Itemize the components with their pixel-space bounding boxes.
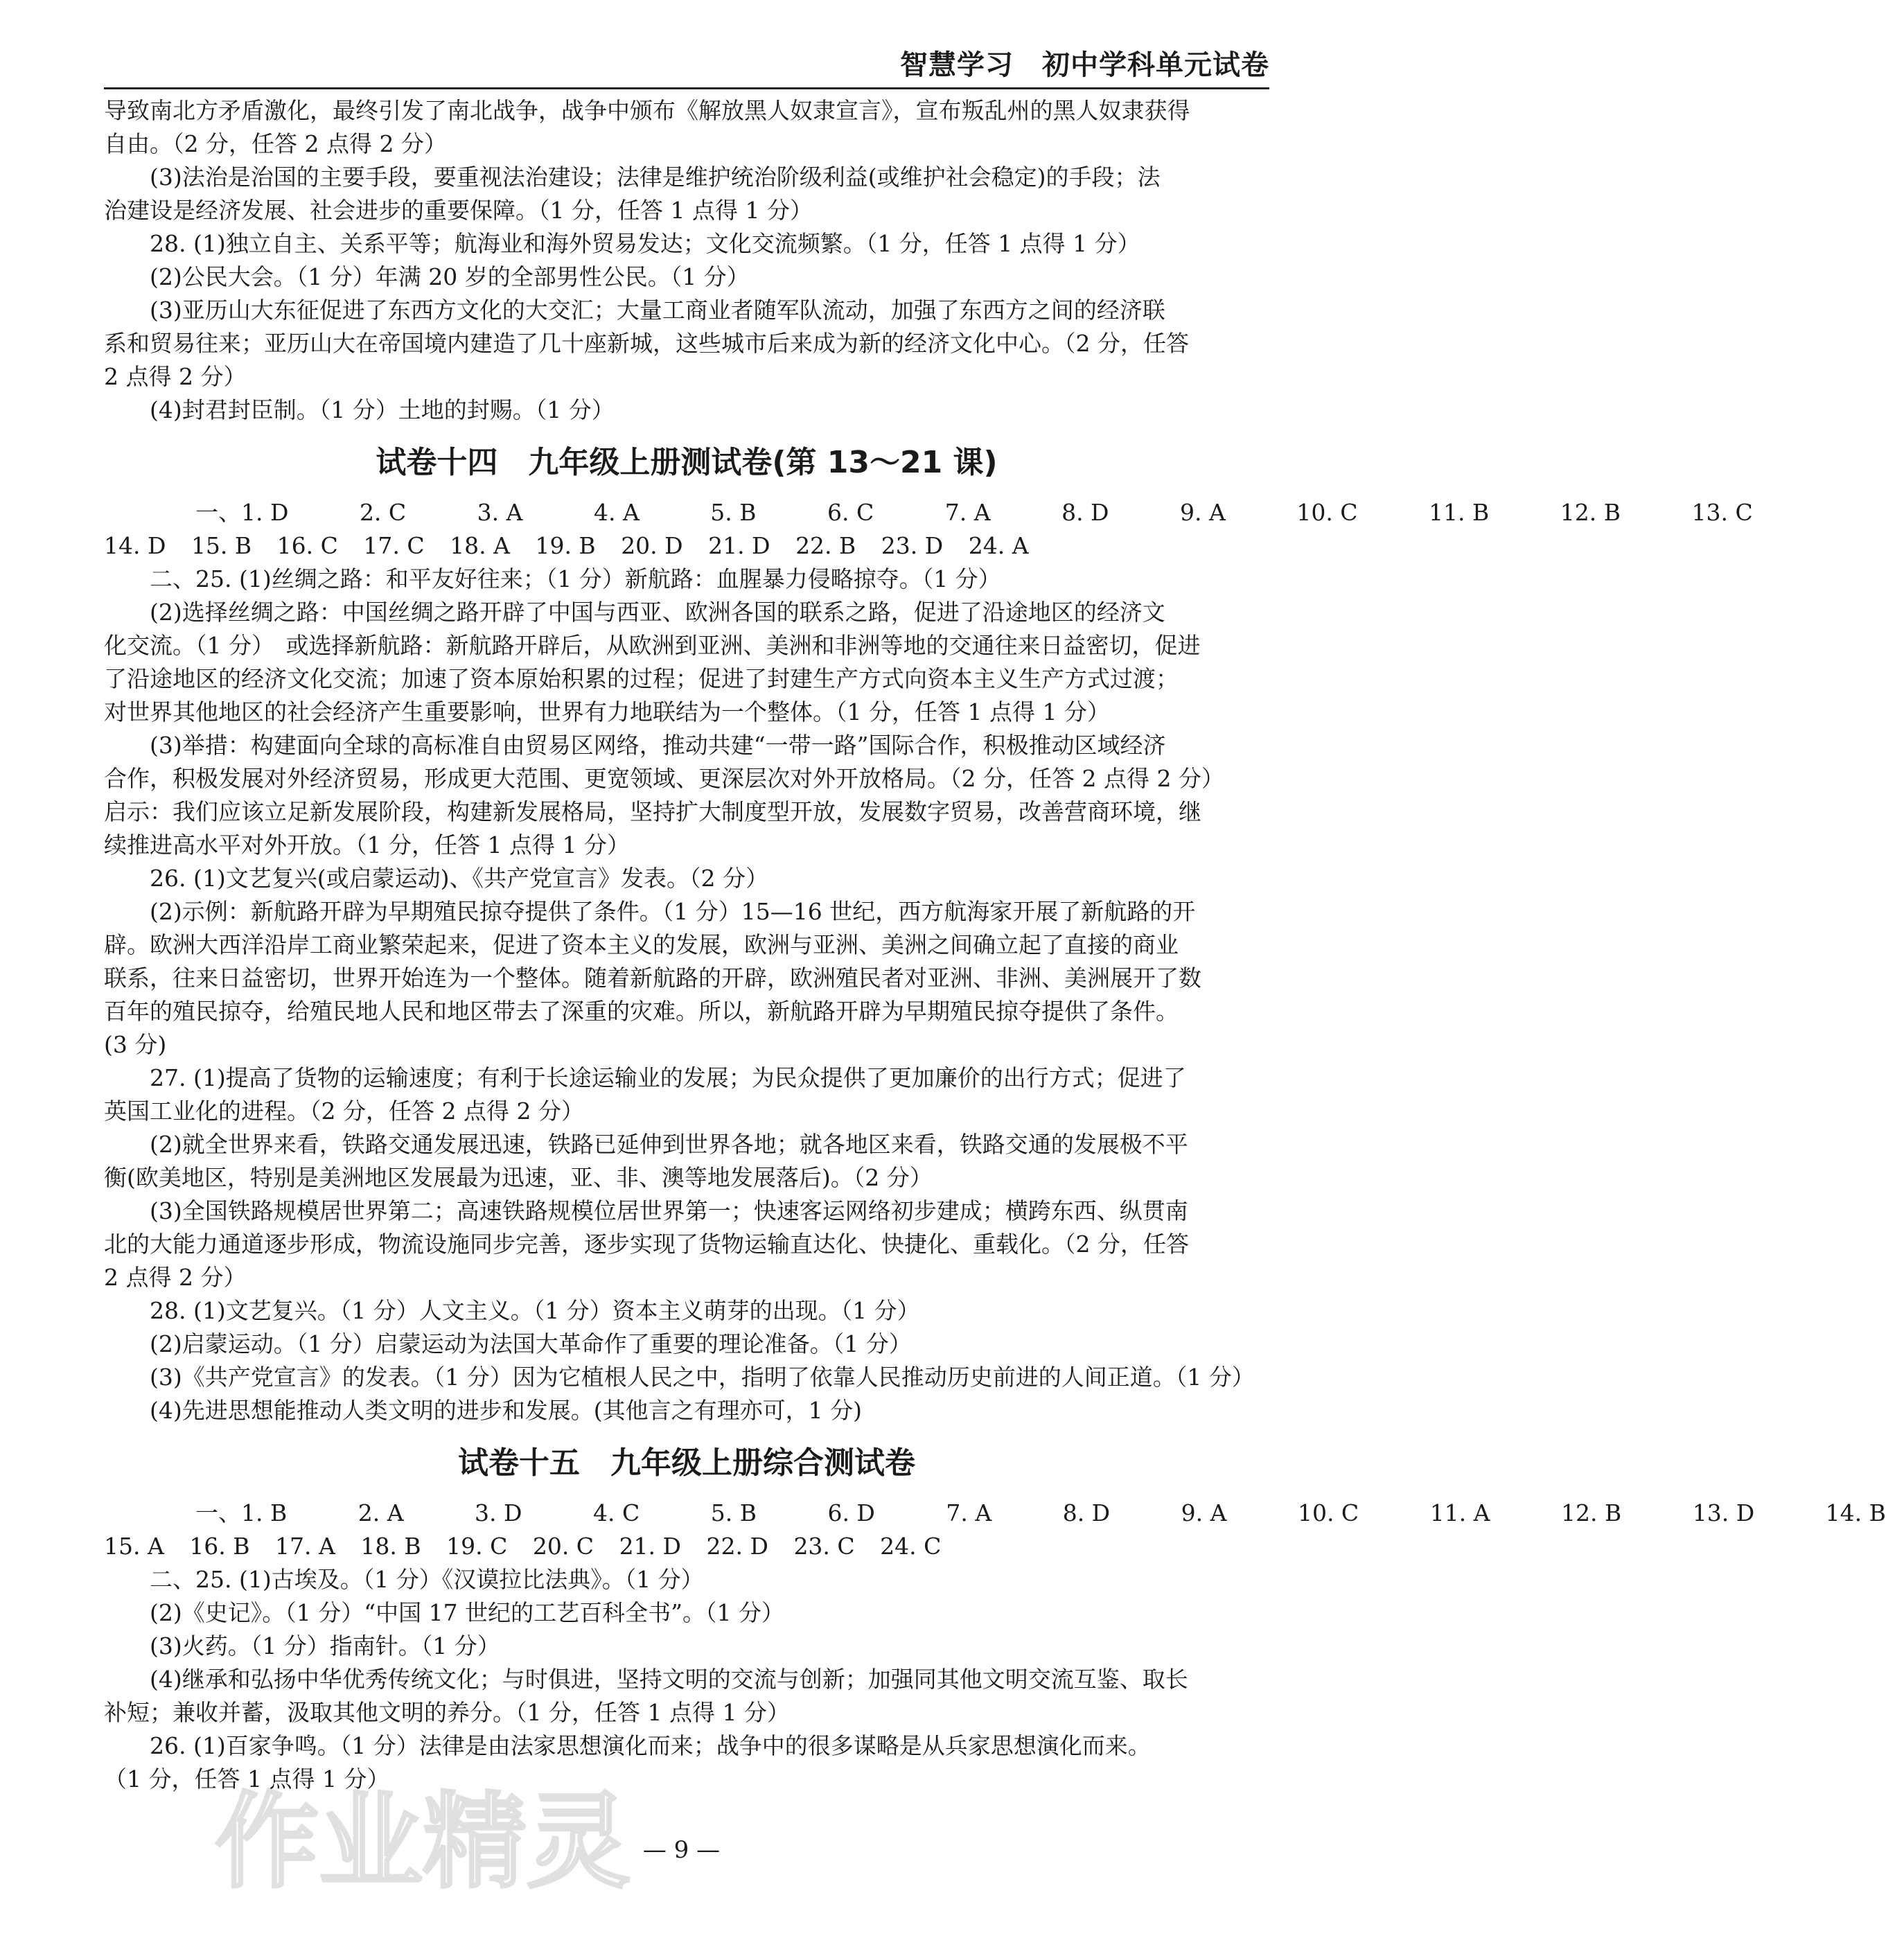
running-header: 智慧学习 初中学科单元试卷 xyxy=(900,49,1269,81)
mc-answer: 13. C xyxy=(1691,499,1753,526)
mc-answer: 17. A xyxy=(275,1533,335,1560)
text-line: 了沿途地区的经济文化交流；加速了资本原始积累的过程；促进了封建生产方式向资本主义生产方式过渡； xyxy=(104,665,1179,692)
text-line: 导致南北方矛盾激化，最终引发了南北战争，战争中颁布《解放黑人奴隶宣言》，宣布叛乱州的黑人奴隶获得 xyxy=(104,97,1190,124)
mc-answer: 16. C xyxy=(276,532,338,559)
mc-answer: 14. D xyxy=(104,532,166,559)
mc-answer: 6. D xyxy=(827,1499,875,1526)
text-line: 28. (1)独立自主、关系平等；航海业和海外贸易发达；文化交流频繁。（1 分，任答 1 点得 1 分） xyxy=(150,230,1140,257)
section-title-15: 试卷十五 九年级上册综合测试卷 xyxy=(458,1445,915,1481)
text-line: (3)亚历山大东征促进了东西方文化的大交汇；大量工商业者随军队流动，加强了东西方之间的经济联 xyxy=(150,297,1165,324)
text-line: 衡(欧美地区，特别是美洲地区发展最为迅速，亚、非、澳等地发展落后)。（2 分） xyxy=(104,1164,933,1191)
text-line: 北的大能力通道逐步形成，物流设施同步完善，逐步实现了货物运输直达化、快捷化、重载化。（2 分，任答 xyxy=(104,1231,1189,1258)
mc-answer: 8. D xyxy=(1061,499,1109,526)
text-line: 合作，积极发展对外经济贸易，形成更大范围、更宽领域、更深层次对外开放格局。（2 分，任答 2 点得 2 分） xyxy=(104,765,1224,792)
mc-answer: 10. C xyxy=(1296,499,1358,526)
mc-answer: 20. C xyxy=(532,1533,594,1560)
text-line: 26. (1)文艺复兴(或启蒙运动)、《共产党宣言》发表。（2 分） xyxy=(150,865,768,892)
mc-answer: 23. D xyxy=(881,532,944,559)
text-line: 系和贸易往来；亚历山大在帝国境内建造了几十座新城，这些城市后来成为新的经济文化中心。（2 分，任答 xyxy=(104,330,1189,357)
mc-answer: 6. C xyxy=(827,499,874,526)
mc-answer: 一、1. B xyxy=(195,1499,288,1526)
mc-answer: 8. D xyxy=(1062,1499,1111,1526)
text-line: (4)先进思想能推动人类文明的进步和发展。(其他言之有理亦可，1 分) xyxy=(150,1397,862,1424)
mc-answer: 9. A xyxy=(1181,1499,1227,1526)
mc-answer: 12. B xyxy=(1560,499,1621,526)
text-line: (2)选择丝绸之路：中国丝绸之路开辟了中国与西亚、欧洲各国的联系之路，促进了沿途地区的经济文 xyxy=(150,599,1165,626)
text-line: 26. (1)百家争鸣。（1 分）法律是由法家思想演化而来；战争中的很多谋略是从兵家思想演化而来。 xyxy=(150,1732,1151,1759)
text-line: (3 分) xyxy=(104,1031,167,1058)
mc-answer: 10. C xyxy=(1297,1499,1359,1526)
text-line: 2 点得 2 分） xyxy=(104,363,247,390)
mc-answer: 24. C xyxy=(880,1533,942,1560)
watermark-text: 作业精灵 xyxy=(215,1782,631,1903)
mc-answer: 13. D xyxy=(1692,1499,1755,1526)
text-line: (3)全国铁路规模居世界第二；高速铁路规模位居世界第一；快速客运网络初步建成；横跨东西、纵贯南 xyxy=(150,1197,1188,1224)
text-line: 二、25. (1)古埃及。（1 分）《汉谟拉比法典》。（1 分） xyxy=(150,1566,704,1593)
text-line: 续推进高水平对外开放。（1 分，任答 1 点得 1 分） xyxy=(104,831,630,858)
text-line: 启示：我们应该立足新发展阶段，构建新发展格局，坚持扩大制度型开放，发展数字贸易，改善营商环境，继 xyxy=(104,798,1201,825)
text-line: 补短；兼收并蓄，汲取其他文明的养分。（1 分，任答 1 点得 1 分） xyxy=(104,1699,790,1726)
text-line: （1 分，任答 1 点得 1 分） xyxy=(104,1765,390,1792)
mc-answer: 11. B xyxy=(1429,499,1490,526)
mc-answer: 4. C xyxy=(592,1499,640,1526)
text-line: 联系，往来日益密切，世界开始连为一个整体。随着新航路的开辟，欧洲殖民者对亚洲、非洲、美洲展开了数 xyxy=(104,964,1201,992)
text-line: (2)《史记》。（1 分）“中国 17 世纪的工艺百科全书”。（1 分） xyxy=(150,1599,784,1626)
page-body xyxy=(104,94,1886,1796)
text-line: (2)启蒙运动。（1 分）启蒙运动为法国大革命作了重要的理论准备。（1 分） xyxy=(150,1330,912,1357)
text-line: (3)法治是治国的主要手段，要重视法治建设；法律是维护统治阶级利益(或维护社会稳定)的手段；法 xyxy=(150,164,1161,191)
header-rule xyxy=(104,87,1269,89)
text-line: 辟。欧洲大西洋沿岸工商业繁荣起来，促进了资本主义的发展，欧洲与亚洲、美洲之间确立起了直接的商业 xyxy=(104,931,1179,958)
text-line: 二、25. (1)丝绸之路：和平友好往来；（1 分）新航路：血腥暴力侵略掠夺。（1 分） xyxy=(150,565,1001,592)
mc-answer: 18. B xyxy=(360,1533,421,1560)
mc-answer: 7. A xyxy=(946,1499,992,1526)
watermark-logo xyxy=(208,1746,631,1926)
mc-answer: 16. B xyxy=(189,1533,250,1560)
mc-answers-14-line2 xyxy=(104,529,1269,563)
mc-answer: 18. A xyxy=(450,532,510,559)
mc-answer: 17. C xyxy=(363,532,425,559)
text-line: (3)《共产党宣言》的发表。（1 分）因为它植根人民之中，指明了依靠人民推动历史前进的人间正道。（1 分） xyxy=(150,1364,1255,1391)
mc-answer: 3. A xyxy=(477,499,523,526)
mc-answer: 3. D xyxy=(475,1499,522,1526)
mc-answer: 12. B xyxy=(1561,1499,1622,1526)
mc-answer: 14. B xyxy=(1825,1499,1886,1526)
mc-answer: 2. C xyxy=(359,499,407,526)
mc-answer: 19. C xyxy=(446,1533,508,1560)
mc-answer: 24. A xyxy=(968,532,1029,559)
mc-answers-14-line1 xyxy=(104,496,1753,529)
text-line: (4)继承和弘扬中华优秀传统文化；与时俱进，坚持文明的交流与创新；加强同其他文明交流互鉴、取长 xyxy=(150,1666,1188,1693)
mc-answer: 4. A xyxy=(593,499,640,526)
text-line: (2)公民大会。（1 分）年满 20 岁的全部男性公民。（1 分） xyxy=(150,263,750,290)
text-line: (3)火药。（1 分）指南针。（1 分） xyxy=(150,1632,500,1659)
mc-answer: 2. A xyxy=(358,1499,404,1526)
text-line: 27. (1)提高了货物的运输速度；有利于长途运输业的发展；为民众提供了更加廉价的出行方式；促进了 xyxy=(150,1064,1186,1091)
mc-answers-15-line1 xyxy=(104,1497,1886,1530)
text-line: 化交流。（1 分） 或选择新航路：新航路开辟后，从欧洲到亚洲、美洲和非洲等地的交通往来日益密切，促进 xyxy=(104,632,1201,659)
mc-answer: 9. A xyxy=(1180,499,1226,526)
text-line: 自由。（2 分，任答 2 点得 2 分） xyxy=(104,130,447,157)
mc-answer: 21. D xyxy=(708,532,770,559)
text-line: (3)举措：构建面向全球的高标准自由贸易区网络，推动共建“一带一路”国际合作，积极推动区域经济 xyxy=(150,732,1166,759)
text-line: (2)示例：新航路开辟为早期殖民掠夺提供了条件。（1 分）15—16 世纪，西方航海家开展了新航路的开 xyxy=(150,898,1196,925)
text-line: 28. (1)文艺复兴。（1 分）人文主义。（1 分）资本主义萌芽的出现。（1 分） xyxy=(150,1297,920,1324)
text-line: 2 点得 2 分） xyxy=(104,1264,247,1291)
mc-answer: 5. B xyxy=(710,499,757,526)
section-title-14: 试卷十四 九年级上册测试卷(第 13～21 课) xyxy=(376,445,998,480)
mc-answer: 23. C xyxy=(793,1533,855,1560)
text-line: 英国工业化的进程。（2 分，任答 2 点得 2 分） xyxy=(104,1098,584,1125)
mc-answers-15-line2 xyxy=(104,1530,1269,1563)
mc-answer: 19. B xyxy=(535,532,596,559)
mc-answer: 15. A xyxy=(104,1533,164,1560)
page-number: — 9 — xyxy=(642,1836,721,1864)
mc-answer: 22. B xyxy=(795,532,856,559)
text-line: (2)就全世界来看，铁路交通发展迅速，铁路已延伸到世界各地；就各地区来看，铁路交通的发展极不平 xyxy=(150,1131,1188,1158)
mc-answer: 21. D xyxy=(619,1533,681,1560)
text-line: 对世界其他地区的社会经济产生重要影响，世界有力地联结为一个整体。（1 分，任答 1 点得 1 分） xyxy=(104,698,1110,725)
mc-answer: 11. A xyxy=(1429,1499,1490,1526)
mc-answer: 15. B xyxy=(191,532,252,559)
text-line: 治建设是经济发展、社会进步的重要保障。（1 分，任答 1 点得 1 分） xyxy=(104,197,813,224)
mc-answer: 22. D xyxy=(706,1533,768,1560)
mc-answer: 5. B xyxy=(710,1499,757,1526)
mc-answer: 7. A xyxy=(944,499,991,526)
text-line: (4)封君封臣制。（1 分）土地的封赐。（1 分） xyxy=(150,396,615,423)
mc-answer: 一、1. D xyxy=(195,499,289,526)
text-line: 百年的殖民掠夺，给殖民地人民和地区带去了深重的灾难。所以，新航路开辟为早期殖民掠夺提供了条件。 xyxy=(104,998,1179,1025)
mc-answer: 20. D xyxy=(621,532,683,559)
